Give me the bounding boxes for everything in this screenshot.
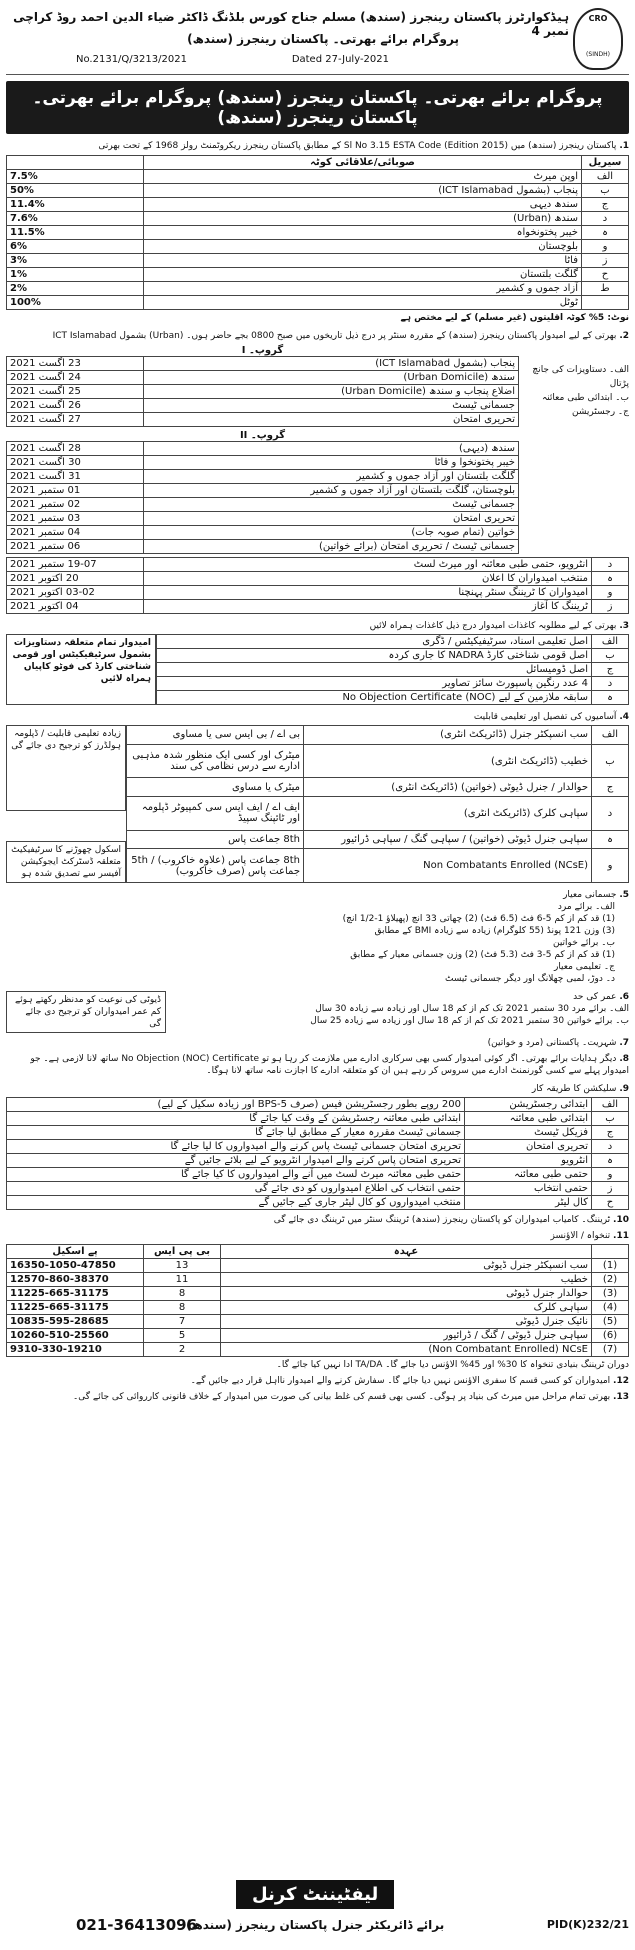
section-13-number: 13. bbox=[613, 1392, 629, 1402]
quota-pct-header bbox=[7, 156, 144, 170]
physical-male-line-2: (3) وزن 121 پونڈ (55 کلوگرام) زیادہ سے زیادہ BMI کے مطابق bbox=[374, 926, 615, 936]
selection-stage: حتمی انتخاب bbox=[465, 1182, 592, 1196]
group-1-label: گروپ۔ I bbox=[241, 345, 284, 356]
schedule-date: 28 اگست 2021 bbox=[7, 442, 144, 456]
physical-male-line-1: (1) قد کم از کم 5-6 فٹ (6.5 فٹ) (2) چھاتی 33 انچ (پھیلاؤ 1-1/2 انچ) bbox=[342, 914, 615, 924]
quota-percent: 100% bbox=[7, 296, 144, 310]
section-4 bbox=[6, 711, 629, 883]
schedule-region: جسمانی ٹیسٹ bbox=[144, 399, 519, 413]
posts-table bbox=[126, 725, 629, 883]
schedule-row bbox=[7, 357, 519, 371]
selection-stage: فزیکل ٹیسٹ bbox=[465, 1126, 592, 1140]
document-serial: د bbox=[592, 677, 629, 691]
schedule-region: گلگت بلتستان اور آزاد جموں و کشمیر bbox=[144, 470, 519, 484]
post-qualification: بی اے / بی ایس سی یا مساوی bbox=[127, 726, 304, 745]
quota-serial: ب bbox=[582, 184, 629, 198]
document-serial: ب bbox=[592, 649, 629, 663]
header bbox=[6, 4, 629, 75]
quota-percent: 2% bbox=[7, 282, 144, 296]
pay-post: سپاہی کلرک bbox=[221, 1301, 592, 1315]
selection-serial: ز bbox=[592, 1182, 629, 1196]
document-row bbox=[157, 691, 629, 705]
post-qualification: میٹرک یا مساوی bbox=[127, 778, 304, 797]
schedule-extra-date: 04 اکتوبر 2021 bbox=[7, 600, 144, 614]
schedule-row bbox=[7, 371, 519, 385]
documents-table bbox=[156, 634, 629, 705]
section-5 bbox=[6, 889, 629, 985]
schedule-region: سندھ (دیہی) bbox=[144, 442, 519, 456]
selection-detail: حتمی طبی معائنہ میرٹ لسٹ میں آنے والے امیدواروں کا کیا جائے گا bbox=[7, 1168, 465, 1182]
pay-post: Non Combatant Enrolled) NCsE) bbox=[221, 1343, 592, 1357]
post-qualification: میٹرک اور کسی ایک منظور شدہ مذہبی ادارے سے درس نظامی کی سند bbox=[127, 744, 304, 778]
schedule-region: تحریری امتحان bbox=[144, 413, 519, 427]
pay-scale: 12570-860-38370 bbox=[7, 1273, 144, 1287]
age-female: ب۔ برائے خواتین 30 ستمبر 2021 تک کم از کم 18 سال اور زیادہ سے زیادہ 25 سال bbox=[310, 1016, 629, 1026]
quota-table bbox=[6, 155, 629, 310]
pay-header-row bbox=[7, 1245, 629, 1259]
selection-detail: جسمانی ٹیسٹ مقررہ معیار کے مطابق لیا جائے گا bbox=[7, 1126, 465, 1140]
pay-row bbox=[7, 1273, 629, 1287]
post-name: حوالدار / جنرل ڈیوٹی (خواتین) (ڈائریکٹ انٹری) bbox=[304, 778, 592, 797]
quota-percent: 50% bbox=[7, 184, 144, 198]
quota-row bbox=[7, 296, 629, 310]
post-serial: د bbox=[592, 797, 629, 831]
quota-serial: و bbox=[582, 240, 629, 254]
schedule-extra-text: منتخب امیدواران کا اعلان bbox=[144, 572, 592, 586]
quota-row bbox=[7, 170, 629, 184]
physical-female-line-1: (1) قد کم از کم 5-3 فٹ (5.3 فٹ) (2) وزن جسمانی معیار کے مطابق bbox=[350, 950, 615, 960]
section-4-number: 4. bbox=[619, 712, 629, 722]
post-name: خطیب (ڈائریکٹ انٹری) bbox=[304, 744, 592, 778]
pay-post: سپاہی جنرل ڈیوٹی / گنگ / ڈرائیور bbox=[221, 1329, 592, 1343]
quota-name-header: صوبائی/علاقائی کوٹہ bbox=[144, 156, 582, 170]
quota-name: فاٹا bbox=[144, 254, 582, 268]
selection-serial: ہ bbox=[592, 1154, 629, 1168]
pay-serial: (1) bbox=[592, 1259, 629, 1273]
schedule-row bbox=[7, 526, 519, 540]
pay-bps: 11 bbox=[144, 1273, 221, 1287]
schedule-region: اضلاع پنجاب و سندھ (Urban Domicile) bbox=[144, 385, 519, 399]
pay-table bbox=[6, 1244, 629, 1357]
section-10 bbox=[6, 1214, 629, 1226]
schedule-extra-serial: ہ bbox=[592, 572, 629, 586]
document-text: اصل تعلیمی اسناد، سرٹیفیکیٹس / ڈگری bbox=[157, 635, 592, 649]
group-2-table bbox=[6, 441, 519, 554]
selection-detail: حتمی انتخاب کی اطلاع امیدواروں کو دی جائے گی bbox=[7, 1182, 465, 1196]
schedule-extra-row bbox=[7, 600, 629, 614]
post-serial: ہ bbox=[592, 830, 629, 849]
section-8-text: دیگر ہدایات برائے بھرتی۔ اگر کوئی امیدوار کسی بھی سرکاری ادارے میں ملازمت کر رہا ہو تو No Objection (NOC) Certificate ساتھ لانا لازمی ہے۔ جو امیدوار پہلے سے کسی گورنمنٹ ادارے میں سروس کر رہے ہیں ان کو متعلقہ ادارے کا اجازت نامہ ساتھ لانا ہوگا۔ bbox=[30, 1054, 629, 1076]
quota-percent: 7.6% bbox=[7, 212, 144, 226]
schedule-extra-serial: د bbox=[592, 558, 629, 572]
section-9-number: 9. bbox=[619, 1084, 629, 1094]
pay-bps: 8 bbox=[144, 1287, 221, 1301]
post-serial: الف bbox=[592, 726, 629, 745]
schedule-row bbox=[7, 413, 519, 427]
pay-bps-header: بی پی ایس bbox=[144, 1245, 221, 1259]
pay-row bbox=[7, 1329, 629, 1343]
footer bbox=[6, 1880, 629, 1946]
section-1 bbox=[6, 140, 629, 324]
pay-row bbox=[7, 1315, 629, 1329]
quota-header-row bbox=[7, 156, 629, 170]
schedule-date: 06 ستمبر 2021 bbox=[7, 540, 144, 554]
section-6-title: عمر کی حد bbox=[573, 992, 617, 1002]
quota-row bbox=[7, 226, 629, 240]
section-4-title: آسامیوں کی تفصیل اور تعلیمی قابلیت bbox=[473, 712, 617, 722]
quota-name: ٹوٹل bbox=[144, 296, 582, 310]
reference-number: No.2131/Q/3213/2021 bbox=[76, 54, 187, 65]
selection-detail: ابتدائی طبی معائنہ رجسٹریشن کے وقت کیا جائے گا bbox=[7, 1112, 465, 1126]
section-13 bbox=[6, 1391, 629, 1403]
schedule-region: پنجاب (بشمول ICT Islamabad) bbox=[144, 357, 519, 371]
section-11-number: 11. bbox=[613, 1231, 629, 1241]
schedule-date: 31 اگست 2021 bbox=[7, 470, 144, 484]
post-row bbox=[127, 778, 629, 797]
schedule-row bbox=[7, 442, 519, 456]
pay-scale: 16350-1050-47850 bbox=[7, 1259, 144, 1273]
phone-number: 021-36413096 bbox=[76, 1916, 198, 1934]
section-2-text: بھرتی کے لیے امیدوار پاکستان رینجرز (سندھ) کے مقررہ سنٹر پر درج ذیل تاریخوں میں صبح 0800 بجے حاضر ہوں۔ (Urban) بشمول ICT Islamabad bbox=[52, 331, 617, 341]
section-12-number: 12. bbox=[613, 1376, 629, 1386]
pay-serial: (3) bbox=[592, 1287, 629, 1301]
schedule-row bbox=[7, 498, 519, 512]
section-2 bbox=[6, 330, 629, 614]
section-1-number: 1. bbox=[619, 141, 629, 151]
pay-row bbox=[7, 1287, 629, 1301]
selection-row bbox=[7, 1140, 629, 1154]
section-7-number: 7. bbox=[619, 1038, 629, 1048]
schedule-date: 25 اگست 2021 bbox=[7, 385, 144, 399]
section-3 bbox=[6, 620, 629, 705]
selection-stage: ابتدائی رجسٹریشن bbox=[465, 1098, 592, 1112]
quota-serial-header: سیریل bbox=[582, 156, 629, 170]
issued-by: برائے ڈائریکٹر جنرل پاکستان رینجرز (سندھ) bbox=[186, 1918, 445, 1932]
document-text: 4 عدد رنگین پاسپورٹ سائز تصاویر bbox=[157, 677, 592, 691]
section-8 bbox=[6, 1053, 629, 1077]
section-5-title: جسمانی معیار bbox=[563, 890, 617, 900]
quota-percent: 11.4% bbox=[7, 198, 144, 212]
post-serial: و bbox=[592, 849, 629, 883]
pay-bps: 8 bbox=[144, 1301, 221, 1315]
post-qualification: 8th جماعت پاس (علاوہ خاکروب) / 5th جماعت پاس (صرف خاکروب) bbox=[127, 849, 304, 883]
pay-row bbox=[7, 1301, 629, 1315]
schedule-extra-serial: ز bbox=[592, 600, 629, 614]
selection-stage: ابتدائی طبی معائنہ bbox=[465, 1112, 592, 1126]
section-10-number: 10. bbox=[613, 1215, 629, 1225]
selection-serial: ج bbox=[592, 1126, 629, 1140]
schedule-row bbox=[7, 399, 519, 413]
document-text: اصل ڈومیسائل bbox=[157, 663, 592, 677]
pay-post: سب انسپکٹر جنرل ڈیوٹی bbox=[221, 1259, 592, 1273]
document-text: سابقہ ملازمین کے لیے No Objection Certificate (NOC) bbox=[157, 691, 592, 705]
schedule-date: 23 اگست 2021 bbox=[7, 357, 144, 371]
document-serial: ہ bbox=[592, 691, 629, 705]
posts-side-note-2: اسکول چھوڑنے کا سرٹیفیکیٹ متعلقہ ڈسٹرکٹ ایجوکیشن آفیسر سے تصدیق شدہ ہو bbox=[6, 841, 126, 883]
selection-stage: کال لیٹر bbox=[465, 1196, 592, 1210]
physical-female-label: ب۔ برائے خواتین bbox=[552, 938, 615, 948]
quota-name: آزاد جموں و کشمیر bbox=[144, 282, 582, 296]
quota-name: سندھ (Urban) bbox=[144, 212, 582, 226]
quota-serial: ز bbox=[582, 254, 629, 268]
quota-percent: 3% bbox=[7, 254, 144, 268]
schedule-extra-row bbox=[7, 586, 629, 600]
section-8-number: 8. bbox=[619, 1054, 629, 1064]
post-serial: ج bbox=[592, 778, 629, 797]
schedule-row bbox=[7, 456, 519, 470]
section-5-number: 5. bbox=[619, 890, 629, 900]
quota-row bbox=[7, 240, 629, 254]
pay-scale-header: پے اسکیل bbox=[7, 1245, 144, 1259]
document-row bbox=[157, 649, 629, 663]
stage-a: الف۔ دستاویزات کی جانچ پڑتال bbox=[532, 365, 629, 389]
post-name: سب انسپکٹر جنرل (ڈائریکٹ انٹری) bbox=[304, 726, 592, 745]
schedule-date: 03 ستمبر 2021 bbox=[7, 512, 144, 526]
schedule-row bbox=[7, 385, 519, 399]
schedule-region: جسمانی ٹیسٹ bbox=[144, 498, 519, 512]
selection-stage: انٹرویو bbox=[465, 1154, 592, 1168]
schedule-extra-serial: و bbox=[592, 586, 629, 600]
selection-detail: تحریری امتحان جسمانی ٹیسٹ پاس کرنے والے امیدواروں کا لیا جائے گا bbox=[7, 1140, 465, 1154]
logo-text-top: CRO bbox=[588, 14, 608, 23]
rangers-logo bbox=[573, 8, 623, 70]
selection-serial: ب bbox=[592, 1112, 629, 1126]
schedule-region: تحریری امتحان bbox=[144, 512, 519, 526]
section-1-text: پاکستان رینجرز (سندھ) میں Sl No 3.15 ESTA Code (Edition 2015) کے مطابق پاکستان رینجرز ریکروٹمنٹ رولز 1968 کے تحت بھرتی bbox=[98, 141, 617, 151]
quota-name: اوپن میرٹ bbox=[144, 170, 582, 184]
quota-name: سندھ دیہی bbox=[144, 198, 582, 212]
pay-row bbox=[7, 1259, 629, 1273]
pay-post-header: عہدہ bbox=[221, 1245, 592, 1259]
document-row bbox=[157, 635, 629, 649]
age-side-note: ڈیوٹی کی نوعیت کو مدنظر رکھتے ہوئے کم عمر امیدواران کو ترجیح دی جائے گی bbox=[6, 991, 166, 1033]
post-row bbox=[127, 830, 629, 849]
section-2-number: 2. bbox=[619, 331, 629, 341]
pay-post: خطیب bbox=[221, 1273, 592, 1287]
schedule-stages bbox=[519, 345, 629, 554]
document-serial: ج bbox=[592, 663, 629, 677]
schedule-date: 27 اگست 2021 bbox=[7, 413, 144, 427]
schedule-date: 01 ستمبر 2021 bbox=[7, 484, 144, 498]
age-male: الف۔ برائے مرد 30 ستمبر 2021 تک کم از کم 18 سال اور زیادہ سے زیادہ 30 سال bbox=[315, 1004, 629, 1014]
group-1-table bbox=[6, 356, 519, 427]
quota-serial: الف bbox=[582, 170, 629, 184]
section-3-number: 3. bbox=[619, 621, 629, 631]
quota-note: نوٹ: 5% کوٹہ اقلیتوں (غیر مسلم) کے لیے مختص ہے bbox=[400, 313, 629, 323]
pay-serial: (5) bbox=[592, 1315, 629, 1329]
pid-number: PID(K)232/21 bbox=[546, 1918, 629, 1931]
document-row bbox=[157, 677, 629, 691]
pay-scale: 9310-330-19210 bbox=[7, 1343, 144, 1357]
section-9-title: سلیکشن کا طریقہ کار bbox=[531, 1084, 617, 1094]
quota-row bbox=[7, 254, 629, 268]
schedule-extra-row bbox=[7, 572, 629, 586]
selection-serial: د bbox=[592, 1140, 629, 1154]
quota-name: پنجاب (بشمول ICT Islamabad) bbox=[144, 184, 582, 198]
selection-row bbox=[7, 1182, 629, 1196]
post-name: سپاہی کلرک (ڈائریکٹ انٹری) bbox=[304, 797, 592, 831]
schedule-region: جسمانی ٹیسٹ / تحریری امتحان (برائے خواتین) bbox=[144, 540, 519, 554]
pay-bps: 2 bbox=[144, 1343, 221, 1357]
section-12-text: امیدواران کو کسی قسم کا سفری الاؤنس نہیں دیا جائے گا۔ سفارش کرنے والے امیدوار نااہل قرار دیے جائیں گے۔ bbox=[190, 1376, 611, 1386]
quota-serial: ط bbox=[582, 282, 629, 296]
quota-row bbox=[7, 268, 629, 282]
signature-title: لیفٹیننٹ کرنل bbox=[236, 1880, 394, 1909]
quota-serial bbox=[582, 296, 629, 310]
pay-serial: (4) bbox=[592, 1301, 629, 1315]
dated: Dated 27-July-2021 bbox=[291, 54, 389, 65]
quota-row bbox=[7, 212, 629, 226]
schedule-row bbox=[7, 484, 519, 498]
schedule-extra-row bbox=[7, 558, 629, 572]
pay-scale: 10835-595-28685 bbox=[7, 1315, 144, 1329]
physical-c: ج۔ تعلیمی معیار bbox=[553, 962, 615, 972]
pay-serial: (2) bbox=[592, 1273, 629, 1287]
section-10-text: ٹریننگ۔ کامیاب امیدواران کو پاکستان رینجرز (سندھ) ٹریننگ سنٹر میں ٹریننگ دی جائے گی bbox=[273, 1215, 611, 1225]
selection-detail: تحریری امتحان پاس کرنے والے امیدوار انٹرویو کے لیے بلائے جائیں گے bbox=[7, 1154, 465, 1168]
quota-serial: ح bbox=[582, 268, 629, 282]
schedule-date: 26 اگست 2021 bbox=[7, 399, 144, 413]
banner: پروگرام برائے بھرتی۔ پاکستان رینجرز (سندھ) پروگرام برائے بھرتی۔ پاکستان رینجرز (سندھ) bbox=[6, 81, 629, 134]
selection-detail: منتخب امیدواروں کو کال لیٹر جاری کیے جائیں گے bbox=[7, 1196, 465, 1210]
schedule-extra-date: 20 اکتوبر 2021 bbox=[7, 572, 144, 586]
quota-row bbox=[7, 184, 629, 198]
document-row bbox=[157, 663, 629, 677]
physical-male bbox=[6, 901, 629, 985]
post-row bbox=[127, 849, 629, 883]
schedule-tables bbox=[6, 345, 519, 554]
pay-scale: 10260-510-25560 bbox=[7, 1329, 144, 1343]
section-12 bbox=[6, 1375, 629, 1387]
post-row bbox=[127, 744, 629, 778]
schedule-region: بلوچستان، گلگت بلتستان اور آزاد جموں و کشمیر bbox=[144, 484, 519, 498]
selection-row bbox=[7, 1126, 629, 1140]
selection-row bbox=[7, 1154, 629, 1168]
quota-percent: 11.5% bbox=[7, 226, 144, 240]
pay-scale: 11225-665-31175 bbox=[7, 1287, 144, 1301]
posts-side-note-1: زیادہ تعلیمی قابلیت / ڈپلومہ ہولڈرز کو ترجیح دی جائے گی bbox=[6, 725, 126, 811]
quota-serial: ہ bbox=[582, 226, 629, 240]
section-9 bbox=[6, 1083, 629, 1210]
pay-bps: 7 bbox=[144, 1315, 221, 1329]
quota-serial: ج bbox=[582, 198, 629, 212]
selection-detail: 200 روپے بطور رجسٹریشن فیس (صرف BPS-5 اور زیادہ سکیل کے لیے) bbox=[7, 1098, 465, 1112]
pay-bps: 13 bbox=[144, 1259, 221, 1273]
section-6 bbox=[6, 991, 629, 1033]
pay-serial: (7) bbox=[592, 1343, 629, 1357]
schedule-date: 24 اگست 2021 bbox=[7, 371, 144, 385]
schedule-region: خیبر پختونخوا و فاٹا bbox=[144, 456, 519, 470]
selection-serial: ح bbox=[592, 1196, 629, 1210]
schedule-extra-table bbox=[6, 557, 629, 614]
section-11-title: تنخواہ / الاؤنسز bbox=[550, 1231, 611, 1241]
quota-name: گلگت بلتستان bbox=[144, 268, 582, 282]
pay-scale: 11225-665-31175 bbox=[7, 1301, 144, 1315]
selection-table bbox=[6, 1097, 629, 1210]
post-name: سپاہی جنرل ڈیوٹی (خواتین) / سپاہی گنگ / سپاہی ڈرائیور bbox=[304, 830, 592, 849]
schedule-date: 30 اگست 2021 bbox=[7, 456, 144, 470]
pay-row bbox=[7, 1343, 629, 1357]
schedule-row bbox=[7, 540, 519, 554]
section-6-number: 6. bbox=[619, 992, 629, 1002]
physical-d: د۔ دوڑ، لمبی چھلانگ اور دیگر جسمانی ٹیسٹ bbox=[445, 974, 615, 984]
document-text: اصل قومی شناختی کارڈ NADRA کا جاری کردہ bbox=[157, 649, 592, 663]
pay-bps: 5 bbox=[144, 1329, 221, 1343]
stage-c: ج۔ رجسٹریشن bbox=[572, 407, 629, 417]
section-11 bbox=[6, 1230, 629, 1371]
schedule-extra-text: امیدواران کا ٹریننگ سنٹر پہنچنا bbox=[144, 586, 592, 600]
post-row bbox=[127, 797, 629, 831]
selection-serial: الف bbox=[592, 1098, 629, 1112]
post-name: Non Combatants Enrolled (NCsE) bbox=[304, 849, 592, 883]
document-serial: الف bbox=[592, 635, 629, 649]
pay-post: نائیک جنرل ڈیوٹی bbox=[221, 1315, 592, 1329]
schedule-date: 04 ستمبر 2021 bbox=[7, 526, 144, 540]
post-qualification: ایف اے / ایف ایس سی کمپیوٹر ڈپلومہ اور ٹائپنگ سپیڈ bbox=[127, 797, 304, 831]
header-subtitle: پروگرام برائے بھرتی۔ پاکستان رینجرز (سندھ) bbox=[187, 32, 459, 46]
selection-row bbox=[7, 1098, 629, 1112]
logo-text-bottom: (SINDH) bbox=[586, 51, 610, 58]
quota-row bbox=[7, 198, 629, 212]
quota-serial: د bbox=[582, 212, 629, 226]
selection-row bbox=[7, 1168, 629, 1182]
quota-name: خیبر پختونخواہ bbox=[144, 226, 582, 240]
selection-stage: حتمی طبی معائنہ bbox=[465, 1168, 592, 1182]
pay-post: حوالدار جنرل ڈیوٹی bbox=[221, 1287, 592, 1301]
pay-note: دوران ٹریننگ بنیادی تنخواہ کا 30% اور 45% الاؤنس دیا جائے گا۔ TA/DA ادا نہیں کیا جائے گا۔ bbox=[276, 1360, 629, 1370]
section-3-title: بھرتی کے لیے مطلوبہ کاغذات امیدوار درج ذیل کاغذات ہمراہ لائیں bbox=[369, 621, 617, 631]
quota-percent: 1% bbox=[7, 268, 144, 282]
quota-name: بلوچستان bbox=[144, 240, 582, 254]
schedule-region: سندھ (Urban Domicile) bbox=[144, 371, 519, 385]
selection-serial: و bbox=[592, 1168, 629, 1182]
quota-percent: 6% bbox=[7, 240, 144, 254]
schedule-row bbox=[7, 512, 519, 526]
header-title: ہیڈکوارٹرز پاکستان رینجرز (سندھ) مسلم جناح کورس بلڈنگ ڈاکٹر ضیاء الدین احمد روڈ کراچی نمبر 4 bbox=[13, 10, 569, 38]
quota-percent: 7.5% bbox=[7, 170, 144, 184]
selection-row bbox=[7, 1112, 629, 1126]
section-13-text: بھرتی تمام مراحل میں میرٹ کی بنیاد پر ہوگی۔ کسی بھی قسم کی غلط بیانی کی صورت میں امیدوار کے خلاف قانونی کارروائی کی جائے گی۔ bbox=[73, 1392, 611, 1402]
schedule-extra-text: ٹریننگ کا آغاز bbox=[144, 600, 592, 614]
schedule-extra-date: 03-02 اکتوبر 2021 bbox=[7, 586, 144, 600]
documents-side-note: امیدوار تمام متعلقہ دستاویزات بشمول سرٹیفیکیٹس اور قومی شناختی کارڈ کی فوٹو کاپیاں ہمراہ لائیں bbox=[6, 634, 156, 705]
post-row bbox=[127, 726, 629, 745]
post-qualification: 8th جماعت پاس bbox=[127, 830, 304, 849]
group-2-label: گروپ۔ II bbox=[239, 430, 286, 441]
pay-serial: (6) bbox=[592, 1329, 629, 1343]
schedule-block bbox=[6, 345, 629, 554]
section-7 bbox=[6, 1037, 629, 1049]
schedule-extra-date: 19-07 ستمبر 2021 bbox=[7, 558, 144, 572]
physical-male-label: الف۔ برائے مرد bbox=[557, 902, 615, 912]
post-serial: ب bbox=[592, 744, 629, 778]
selection-stage: تحریری امتحان bbox=[465, 1140, 592, 1154]
stage-b: ب۔ ابتدائی طبی معائنہ bbox=[541, 393, 629, 403]
schedule-date: 02 ستمبر 2021 bbox=[7, 498, 144, 512]
selection-row bbox=[7, 1196, 629, 1210]
section-7-text: شہریت۔ پاکستانی (مرد و خواتین) bbox=[487, 1038, 617, 1048]
posts-side bbox=[6, 725, 126, 883]
quota-row bbox=[7, 282, 629, 296]
schedule-extra-text: انٹرویو، حتمی طبی معائنہ اور میرٹ لسٹ bbox=[144, 558, 592, 572]
schedule-region: خواتین (تمام صوبہ جات) bbox=[144, 526, 519, 540]
schedule-row bbox=[7, 470, 519, 484]
